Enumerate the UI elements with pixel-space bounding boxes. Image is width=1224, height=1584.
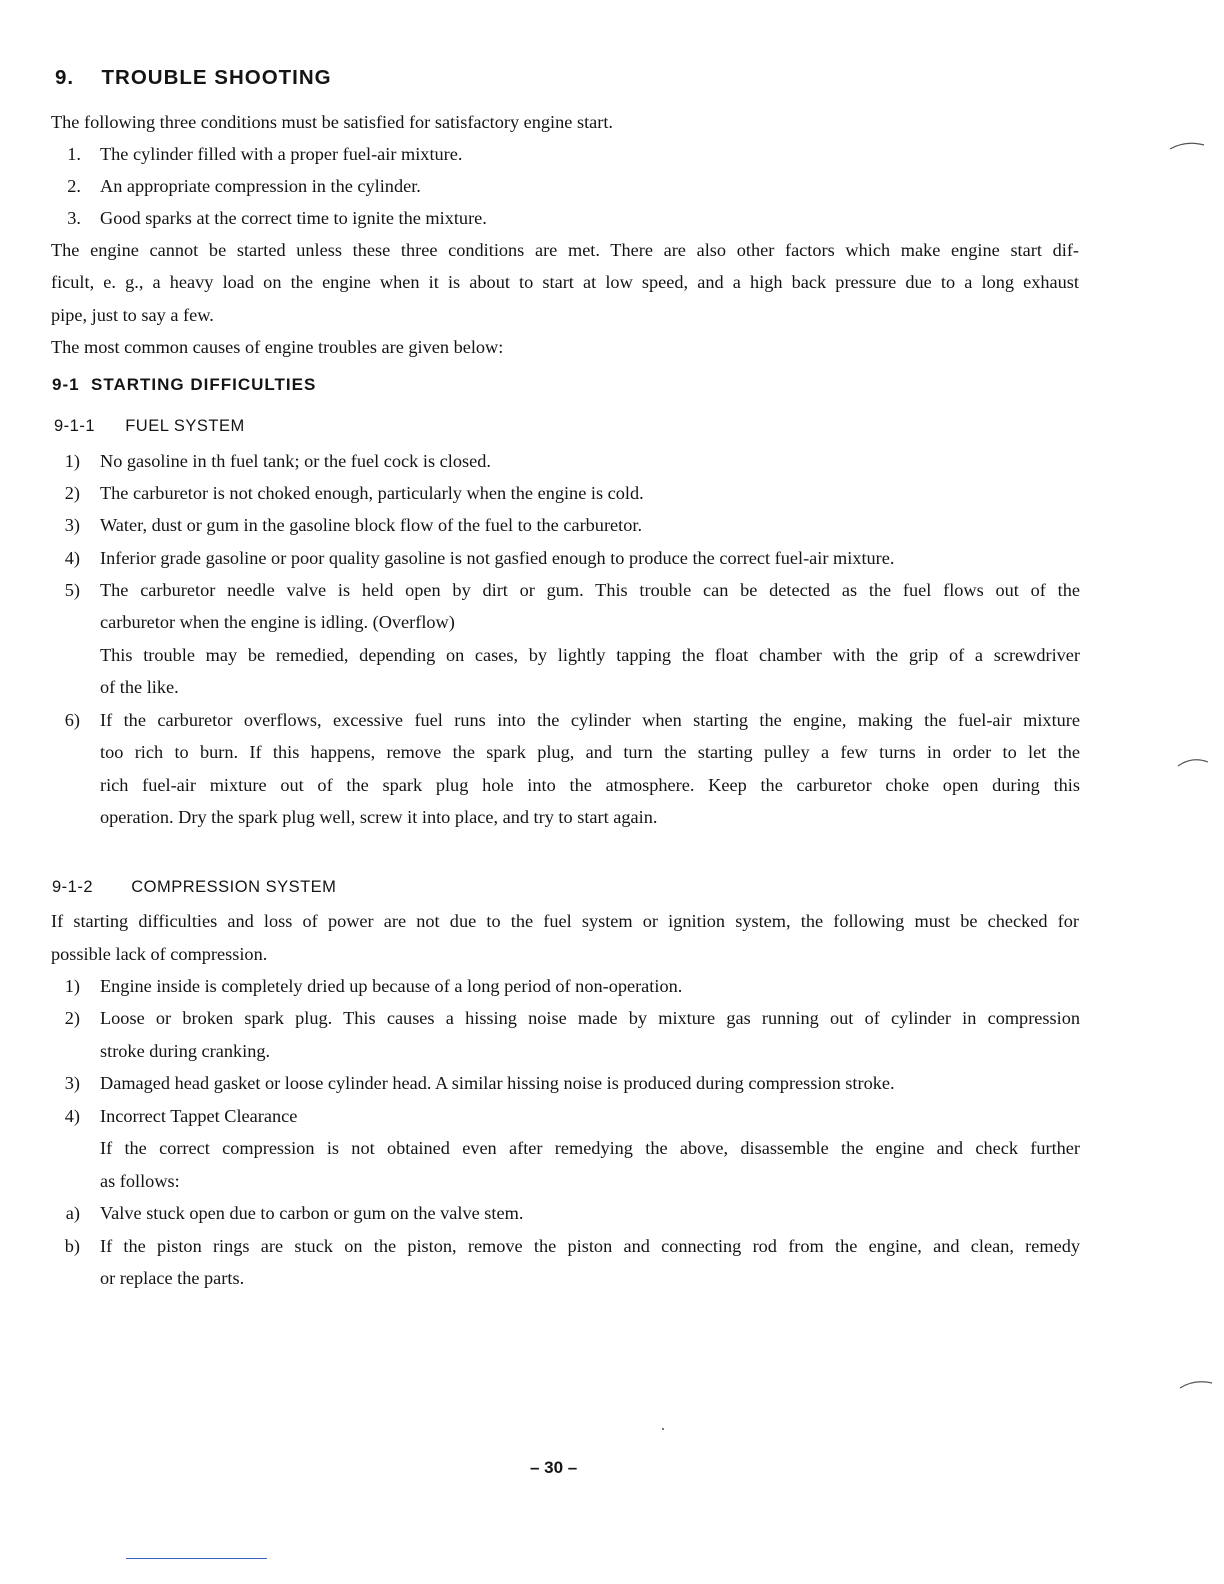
compression-lead: possible lack of compression. <box>51 944 268 964</box>
item-text: Damaged head gasket or loose cylinder head. A similar hissing noise is produced during compression stroke. <box>100 1073 895 1093</box>
subsection-heading: 9-1 STARTING DIFFICULTIES <box>52 375 317 394</box>
item-number: 4) <box>64 1106 80 1126</box>
compression-system-title: COMPRESSION SYSTEM <box>131 878 337 896</box>
condition-item <box>51 202 1081 235</box>
section-title: TROUBLE SHOOTING <box>101 66 332 89</box>
scan-mark-icon <box>1176 754 1216 768</box>
item-text: If the carburetor overflows, excessive fuel runs into the cylinder when starting the engine, making the fuel-air mixture <box>100 710 1080 730</box>
footer-rule <box>126 1558 267 1559</box>
item-text: Inferior grade gasoline or poor quality gasoline is not gasfied enough to produce the correct fuel-air mixture. <box>100 548 895 568</box>
item-number: 3) <box>64 515 80 535</box>
item-text: If the piston rings are stuck on the piston, remove the piston and connecting rod from the engine, and clean, remedy <box>100 1236 1080 1256</box>
item-letter: a) <box>65 1203 80 1223</box>
fuel-system-heading <box>54 417 245 436</box>
condition-item <box>51 138 1081 171</box>
intro-common-causes: The most common causes of engine troubles are given below: <box>51 337 504 357</box>
condition-number: 3. <box>67 208 81 228</box>
compression-system-heading <box>52 878 336 897</box>
item-number: 6) <box>64 710 80 730</box>
compression-lead: If starting difficulties and loss of power are not due to the fuel system or ignition system, the following must be checked for <box>51 911 1079 931</box>
scan-mark-icon <box>1168 138 1212 152</box>
intro-paragraph-line: The engine cannot be started unless these three conditions are met. There are also other factors which make engine start dif- <box>51 240 1079 260</box>
item-note: of the like. <box>100 677 179 697</box>
item-text: Water, dust or gum in the gasoline block flow of the fuel to the carburetor. <box>100 515 643 535</box>
condition-text: Good sparks at the correct time to ignite the mixture. <box>100 208 487 228</box>
item-text: The carburetor needle valve is held open by dirt or gum. This trouble can be detected as the fuel flows out of the <box>100 580 1080 600</box>
condition-item <box>51 170 1081 203</box>
condition-number: 2. <box>67 176 81 196</box>
item-number: 2) <box>64 483 80 503</box>
intro-paragraph-line: pipe, just to say a few. <box>51 305 214 325</box>
condition-text: The cylinder filled with a proper fuel-air mixture. <box>100 144 463 164</box>
item-text: No gasoline in th fuel tank; or the fuel cock is closed. <box>100 451 491 471</box>
item-text: Incorrect Tappet Clearance <box>100 1106 298 1126</box>
item-text-continued: operation. Dry the spark plug well, screw it into place, and try to start again. <box>100 807 658 827</box>
page-number: – 30 – <box>530 1458 578 1477</box>
item-text: Engine inside is completely dried up because of a long period of non-operation. <box>100 976 683 996</box>
item-text: Valve stuck open due to carbon or gum on the valve stem. <box>100 1203 524 1223</box>
item-number: 5) <box>64 580 80 600</box>
compression-system-number: 9-1-2 <box>52 878 94 896</box>
fuel-system-number: 9-1-1 <box>54 417 96 435</box>
item-text: Loose or broken spark plug. This causes a hissing noise made by mixture gas running out of cylinder in compression <box>100 1008 1080 1028</box>
item-text: The carburetor is not choked enough, particularly when the engine is cold. <box>100 483 644 503</box>
scan-dot <box>662 1428 664 1430</box>
item-text-continued: or replace the parts. <box>100 1268 245 1288</box>
item-text-continued: too rich to burn. If this happens, remove the spark plug, and turn the starting pulley a few turns in order to let the <box>100 742 1080 762</box>
item-text-continued: stroke during cranking. <box>100 1041 271 1061</box>
item-note: This trouble may be remedied, depending on cases, by lightly tapping the float chamber with the grip of a screwdriver <box>100 645 1080 665</box>
condition-number: 1. <box>67 144 81 164</box>
item-text-continued: rich fuel-air mixture out of the spark plug hole into the atmosphere. Keep the carburetor choke open during this <box>100 775 1080 795</box>
fuel-system-title: FUEL SYSTEM <box>125 417 245 435</box>
condition-text: An appropriate compression in the cylinder. <box>100 176 421 196</box>
item-note: If the correct compression is not obtained even after remedying the above, disassemble the engine and check further <box>100 1138 1080 1158</box>
item-number: 1) <box>64 976 80 996</box>
section-heading <box>55 66 332 90</box>
item-number: 4) <box>64 548 80 568</box>
item-note: as follows: <box>100 1171 180 1191</box>
item-number: 2) <box>64 1008 80 1028</box>
intro-paragraph-line: ficult, e. g., a heavy load on the engine when it is about to start at low speed, and a high back pressure due to a long exhaust <box>51 272 1079 292</box>
intro-lead: The following three conditions must be satisfied for satisfactory engine start. <box>51 112 614 132</box>
item-number: 1) <box>64 451 80 471</box>
item-number: 3) <box>64 1073 80 1093</box>
item-text-continued: carburetor when the engine is idling. (Overflow) <box>100 612 455 632</box>
item-letter: b) <box>64 1236 80 1256</box>
scan-mark-icon <box>1178 1376 1218 1390</box>
section-number: 9. <box>55 66 75 89</box>
